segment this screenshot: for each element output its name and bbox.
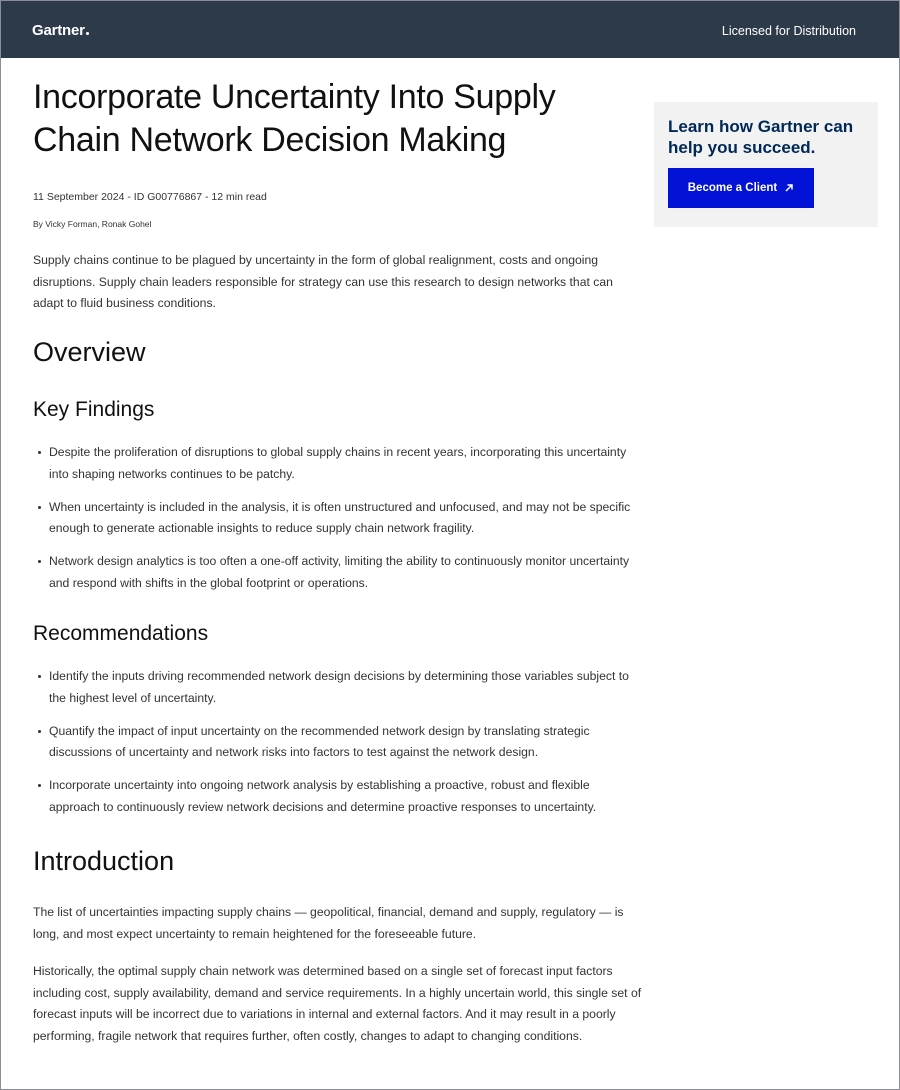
overview-heading: Overview: [33, 337, 146, 367]
bullet-icon: [38, 560, 41, 563]
become-client-button[interactable]: Become a Client: [668, 168, 814, 208]
become-client-panel: [654, 102, 878, 227]
cta-heading: Learn how Gartner can help you succeed.: [668, 117, 854, 157]
bullet-icon: [38, 784, 41, 787]
article-title: Incorporate Uncertainty Into Supply Chain Network Decision Making: [33, 78, 556, 159]
list-item: Incorporate uncertainty into ongoing network analysis by establishing a proactive, robust and flexible approach to continuously review network decisions and determine proactive responses to uncertainty.: [33, 775, 643, 818]
article-meta: 11 September 2024 - ID G00776867 - 12 min read: [33, 191, 267, 203]
logo-dot: [86, 32, 89, 35]
recommendations-heading: Recommendations: [33, 622, 209, 645]
recommendations-list: [33, 666, 643, 830]
list-item: Network design analytics is too often a one-off activity, limiting the ability to continuously monitor uncertainty and respond with shifts in the global footprint or operations.: [33, 551, 643, 594]
list-item: When uncertainty is included in the analysis, it is often unstructured and unfocused, and may not be specific enough to generate actionable insights to reduce supply chain network fragility.: [33, 497, 643, 540]
introduction-heading: Introduction: [33, 846, 175, 876]
top-navigation-bar: [1, 1, 899, 58]
article-byline: By Vicky Forman, Ronak Gohel: [33, 219, 152, 229]
intro-paragraph-2: Historically, the optimal supply chain network was determined based on a single set of forecast input factors including cost, supply availability, demand and service requirements. In a highly uncertain world, this single set of forecast inputs will be incorrect due to variations in internal and external factors. And it may result in a poorly performing, fragile network that requires further, often costly, changes to adapt to changing conditions.: [33, 964, 642, 1043]
list-item: Identify the inputs driving recommended network design decisions by determining those variables subject to the highest level of uncertainty.: [33, 666, 643, 709]
bullet-icon: [38, 451, 41, 454]
licensed-label: Licensed for Distribution: [721, 24, 856, 38]
article-summary: Supply chains continue to be plagued by uncertainty in the form of global realignment, costs and ongoing disruptions. Supply chain leaders responsible for strategy can use this research to design networks that can adapt to fluid business conditions.: [33, 253, 613, 310]
list-item: Despite the proliferation of disruptions to global supply chains in recent years, incorporating this uncertainty into shaping networks continues to be patchy.: [33, 442, 643, 485]
key-findings-heading: Key Findings: [33, 398, 155, 421]
gartner-logo[interactable]: Gartner: [32, 22, 89, 39]
bullet-icon: [38, 730, 41, 733]
arrow-up-right-icon: [784, 183, 794, 193]
intro-paragraph-1: The list of uncertainties impacting supply chains — geopolitical, financial, demand and supply, regulatory — is long, and most expect uncertainty to remain heightened for the foreseeable future.: [33, 905, 624, 941]
list-item: Quantify the impact of input uncertainty on the recommended network design by translating strategic discussions of uncertainty and network risks into factors to test against the network design.: [33, 721, 643, 764]
bullet-icon: [38, 506, 41, 509]
bullet-icon: [38, 675, 41, 678]
key-findings-list: [33, 442, 643, 606]
